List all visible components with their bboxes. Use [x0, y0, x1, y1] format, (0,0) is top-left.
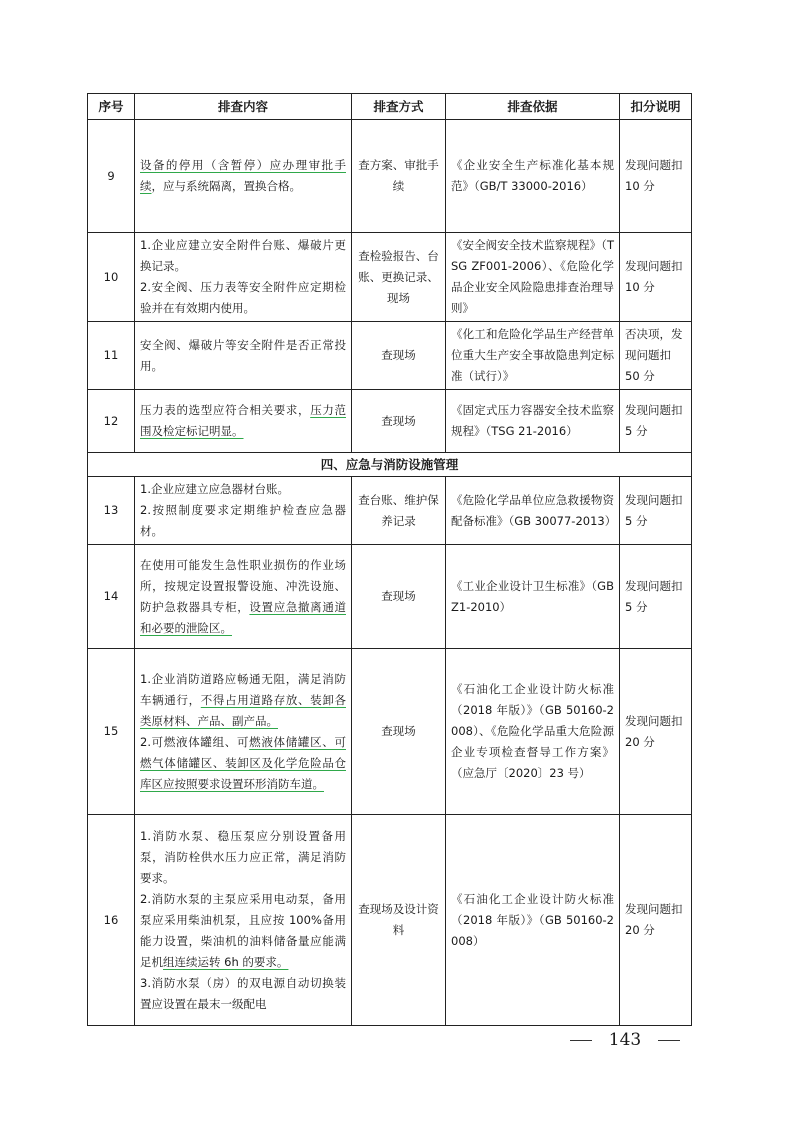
row-basis: 《危险化学品单位应急救援物资配备标准》（GB 30077-2013）: [446, 477, 620, 545]
table-row: [88, 477, 692, 545]
page-number: 143: [608, 1030, 642, 1050]
row-method: 查台账、维护保养记录: [352, 477, 446, 545]
row-content: [135, 233, 352, 322]
row-number: 14: [88, 545, 135, 649]
row-number: 12: [88, 390, 135, 453]
row-content: [135, 649, 352, 815]
content-highlight: 设备的停用（含暂停）应办理审批手续: [140, 158, 346, 193]
content-text: 2.消防水泵的主泵应采用电动泵，备用泵应采用柴油机泵，且应按 100%备用能力设置，柴油机的油料储备量应能满足机: [140, 891, 346, 969]
table-row: [88, 233, 692, 322]
row-basis: 《石油化工企业设计防火标准（2018 年版）》（GB 50160-2008）、《危险化学品重大危险源企业专项检查督导工作方案》（应急厅〔2020〕23 号）: [446, 649, 620, 815]
row-basis: 《企业安全生产标准化基本规范》（GB/T 33000-2016）: [446, 120, 620, 233]
row-basis: 《石油化工企业设计防火标准（2018 年版）》（GB 50160-2008）: [446, 815, 620, 1026]
content-item: 2.安全阀、压力表等安全附件应定期检验并在有效期内使用。: [140, 280, 346, 315]
row-score: 发现问题扣 20 分: [620, 649, 692, 815]
table-row: [88, 120, 692, 233]
row-method: 查现场及设计资料: [352, 815, 446, 1026]
content-item: 1.企业应建立安全附件台账、爆破片更换记录。: [140, 238, 346, 273]
section-title: 四、应急与消防设施管理: [88, 453, 692, 477]
row-score: 发现问题扣 5 分: [620, 390, 692, 453]
table-row: [88, 390, 692, 453]
row-score: 发现问题扣 10 分: [620, 233, 692, 322]
header-method: 排查方式: [352, 94, 446, 120]
content-highlight: 组连续运转 6h 的要求。: [163, 954, 289, 969]
inspection-table: [87, 93, 692, 1026]
row-method: 查方案、审批手续: [352, 120, 446, 233]
row-number: 9: [88, 120, 135, 233]
content-text: 1.企业消防道路应畅通无阻，满足消防车辆通行，: [140, 671, 346, 707]
row-method: 查现场: [352, 322, 446, 390]
content-item: 3.消防水泵（房）的双电源自动切换装置应设置在最末一级配电: [140, 975, 346, 1011]
row-content: [135, 390, 352, 453]
footer-dash-left: [570, 1040, 592, 1041]
row-number: 10: [88, 233, 135, 322]
header-score: 扣分说明: [620, 94, 692, 120]
row-content: [135, 120, 352, 233]
content-highlight: 设置应急撤离通道和必要的泄险区。: [140, 599, 346, 635]
header-number: 序号: [88, 94, 135, 120]
page-footer: [570, 1030, 680, 1050]
row-method: 查现场: [352, 545, 446, 649]
row-basis: 《固定式压力容器安全技术监察规程》（TSG 21-2016）: [446, 390, 620, 453]
table-row: [88, 815, 692, 1026]
row-basis: 《安全阀安全技术监察规程》（TSG ZF001-2006）、《危险化学品企业安全风险隐患排查治理导则》: [446, 233, 620, 322]
row-score: 发现问题扣 10 分: [620, 120, 692, 233]
row-number: 15: [88, 649, 135, 815]
row-content: [135, 477, 352, 545]
row-basis: 《化工和危险化学品生产经营单位重大生产安全事故隐患判定标准（试行）》: [446, 322, 620, 390]
content-item: 1.企业应建立应急器材台账。: [140, 482, 289, 496]
row-number: 11: [88, 322, 135, 390]
content-text: ，应与系统隔离，置换合格。: [151, 179, 301, 193]
content-item: 1.消防水泵、稳压泵应分别设置备用泵，消防栓供水压力应正常，满足消防要求。: [140, 828, 346, 885]
row-score: 发现问题扣 20 分: [620, 815, 692, 1026]
table-row: [88, 649, 692, 815]
row-number: 13: [88, 477, 135, 545]
row-content: [135, 815, 352, 1026]
row-method: 查现场: [352, 649, 446, 815]
row-score: 否决项，发现问题扣 50 分: [620, 322, 692, 390]
row-content: 安全阀、爆破片等安全附件是否正常投用。: [135, 322, 352, 390]
header-basis: 排查依据: [446, 94, 620, 120]
row-basis: 《工业企业设计卫生标准》（GBZ1-2010）: [446, 545, 620, 649]
content-highlight: 压力范围及检定标记明显。: [140, 403, 346, 438]
row-score: 发现问题扣 5 分: [620, 477, 692, 545]
content-item: 2.按照制度要求定期维护检查应急器材。: [140, 503, 346, 538]
header-content: 排查内容: [135, 94, 352, 120]
content-text: 在使用可能发生急性职业损伤的作业场所，按规定设置报警设施、冲洗设施、防护急救器具专柜，: [140, 557, 346, 614]
content-highlight: 燃液体储罐区、可燃气体储罐区、装卸区及化学危险品仓库区应按照要求设置环形消防车道。: [140, 734, 346, 791]
content-text: 2.可燃液体罐组、可: [140, 734, 250, 749]
content-highlight: 不得占用道路存放、装卸各类原材料、产品、副产品。: [140, 692, 346, 728]
row-score: 发现问题扣 5 分: [620, 545, 692, 649]
table-header-row: [88, 94, 692, 120]
row-content: [135, 545, 352, 649]
section-heading-row: [88, 453, 692, 477]
content-text: 压力表的选型应符合相关要求，: [140, 403, 311, 417]
row-method: 查现场: [352, 390, 446, 453]
row-number: 16: [88, 815, 135, 1026]
row-method: 查检验报告、台账、更换记录、现场: [352, 233, 446, 322]
table-row: [88, 545, 692, 649]
table-row: [88, 322, 692, 390]
footer-dash-right: [658, 1040, 680, 1041]
